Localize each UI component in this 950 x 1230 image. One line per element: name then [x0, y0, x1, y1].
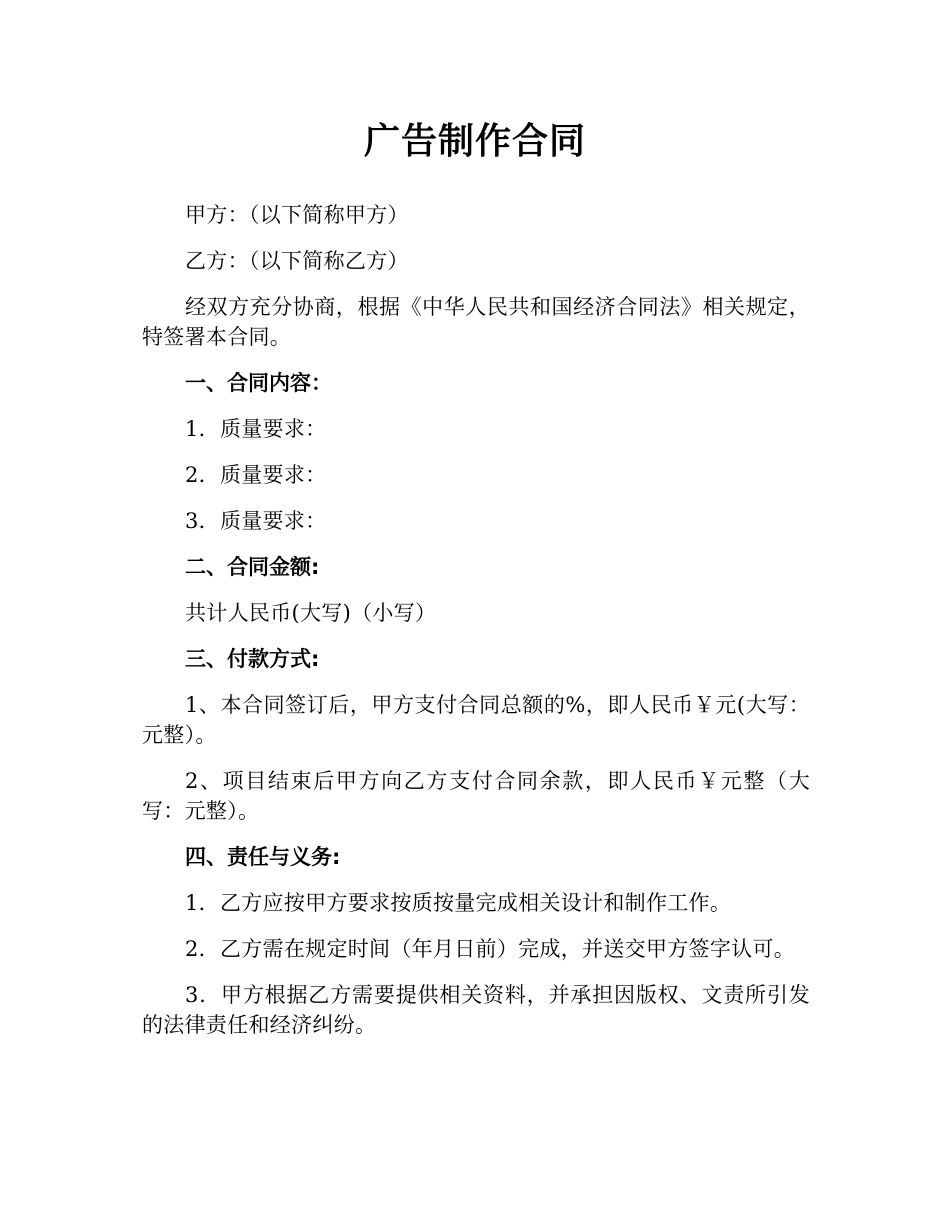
- payment-item-2: 2、项目结束后甲方向乙方支付合同余款，即人民币￥元整（大写：元整）。: [142, 769, 810, 823]
- duty-item-1: 1．乙方应按甲方要求按质按量完成相关设计和制作工作。: [185, 891, 732, 915]
- section-heading-content: 一、合同内容：: [185, 371, 332, 395]
- payment-item-1: 1、本合同签订后，甲方支付合同总额的%，即人民币￥元(大写：元整）。: [142, 693, 810, 747]
- duty-item-2: 2．乙方需在规定时间（年月日前）完成，并送交甲方签字认可。: [185, 937, 796, 961]
- content-item-1: 1．质量要求：: [185, 417, 327, 441]
- section-heading-payment: 三、付款方式:: [185, 647, 320, 671]
- preamble-paragraph: 经双方充分协商，根据《中华人民共和国经济合同法》相关规定，特签署本合同。: [142, 295, 810, 349]
- section-heading-duties: 四、责任与义务:: [185, 845, 341, 869]
- document-title: 广告制作合同: [363, 121, 586, 162]
- amount-line: 共计人民币(大写)（小写）: [185, 601, 437, 625]
- content-item-3: 3．质量要求：: [185, 509, 327, 533]
- content-item-2: 2．质量要求：: [185, 463, 327, 487]
- section-heading-amount: 二、合同金额:: [185, 555, 320, 579]
- duty-item-3: 3．甲方根据乙方需要提供相关资料，并承担因版权、文责所引发的法律责任和经济纠纷。: [142, 983, 810, 1037]
- document-body: [142, 200, 810, 1056]
- party-b-line: 乙方：（以下简称乙方）: [185, 249, 409, 273]
- party-a-line: 甲方：（以下简称甲方）: [185, 203, 409, 227]
